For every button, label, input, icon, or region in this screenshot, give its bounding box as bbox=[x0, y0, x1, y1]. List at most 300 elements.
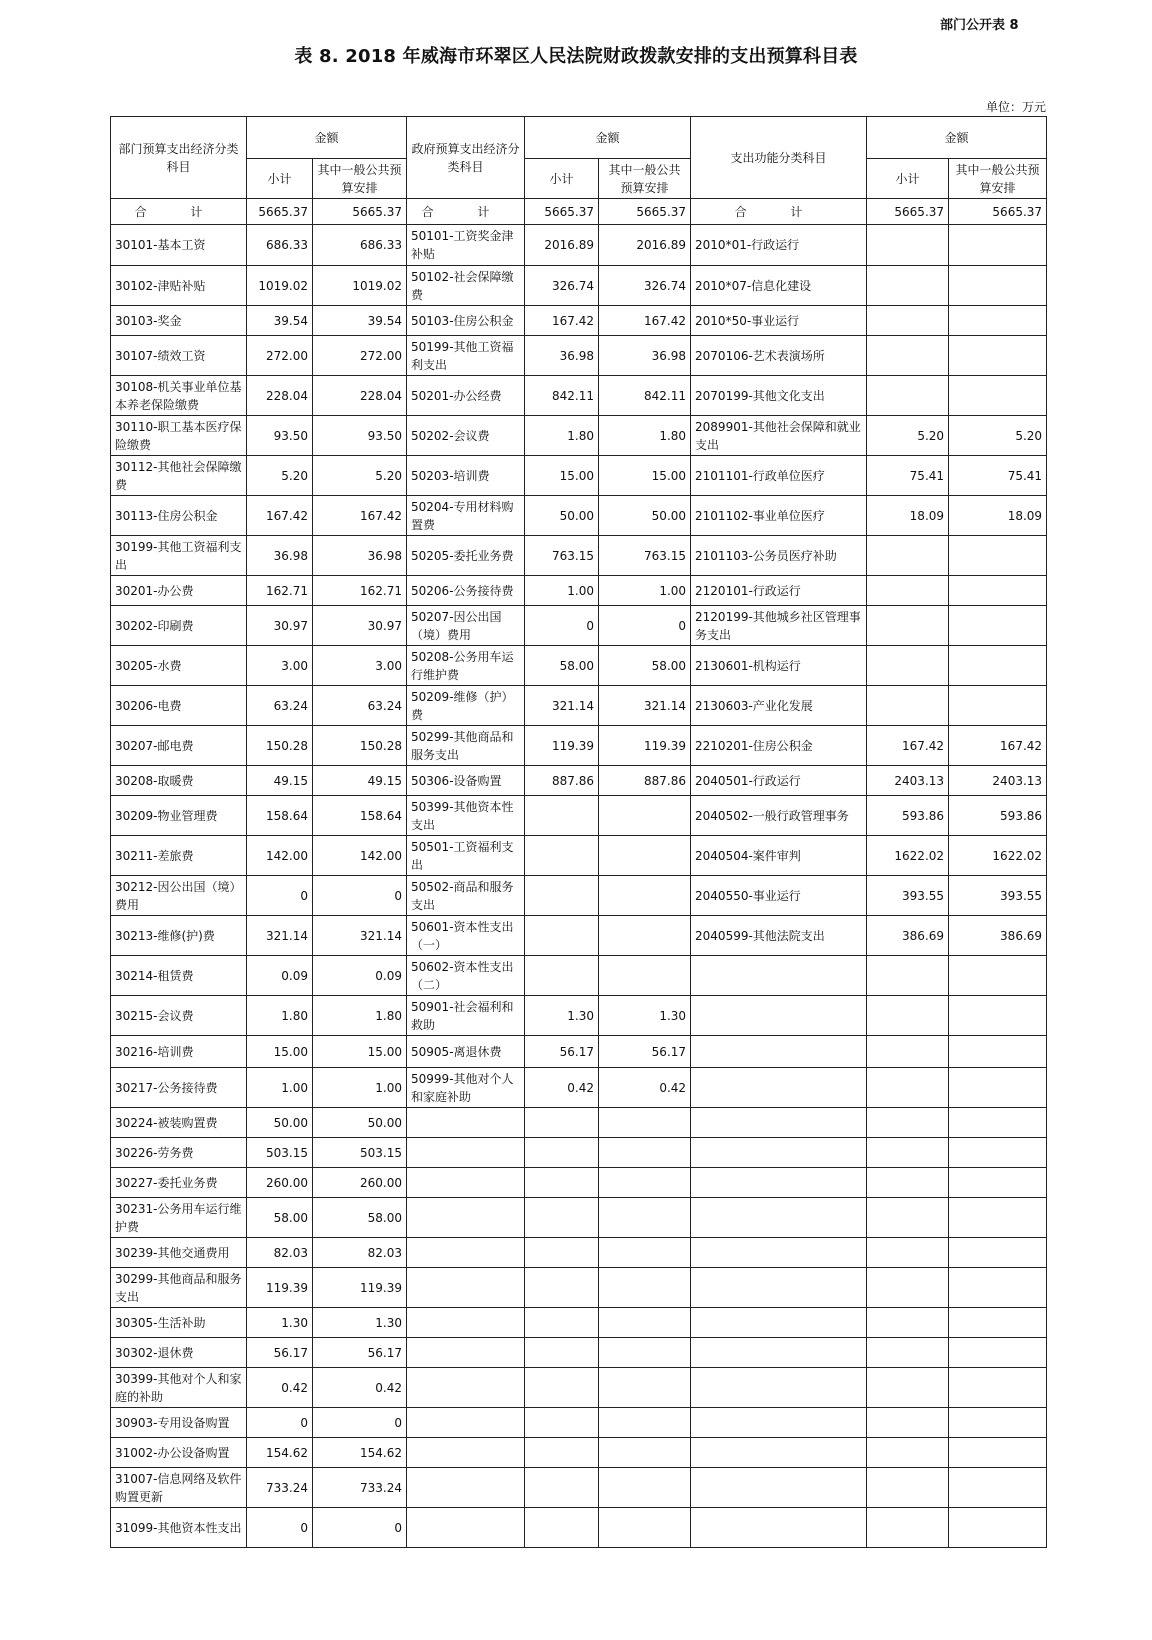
func-general: 18.09 bbox=[949, 496, 1047, 536]
econ-dept-general: 93.50 bbox=[313, 416, 407, 456]
func-subtotal bbox=[867, 1168, 949, 1198]
func-subtotal bbox=[867, 1238, 949, 1268]
econ-dept-subtotal: 158.64 bbox=[247, 796, 313, 836]
econ-dept-general: 228.04 bbox=[313, 376, 407, 416]
econ-dept-general: 1.00 bbox=[313, 1068, 407, 1108]
econ-gov-item: 50207-因公出国（境）费用 bbox=[407, 606, 525, 646]
econ-dept-subtotal: 0 bbox=[247, 876, 313, 916]
econ-gov-general: 887.86 bbox=[599, 766, 691, 796]
econ-gov-item bbox=[407, 1108, 525, 1138]
econ-gov-general bbox=[599, 836, 691, 876]
func-subtotal: 75.41 bbox=[867, 456, 949, 496]
econ-gov-general bbox=[599, 1138, 691, 1168]
econ-dept-subtotal: 15.00 bbox=[247, 1036, 313, 1068]
econ-dept-general: 1019.02 bbox=[313, 266, 407, 306]
econ-dept-item: 30215-会议费 bbox=[111, 996, 247, 1036]
func-general bbox=[949, 536, 1047, 576]
econ-dept-subtotal: 58.00 bbox=[247, 1198, 313, 1238]
func-item: 2120101-行政运行 bbox=[691, 576, 867, 606]
econ-dept-general: 162.71 bbox=[313, 576, 407, 606]
econ-dept-subtotal: 3.00 bbox=[247, 646, 313, 686]
func-subtotal bbox=[867, 1408, 949, 1438]
econ-gov-item: 50201-办公经费 bbox=[407, 376, 525, 416]
econ-gov-general: 1.80 bbox=[599, 416, 691, 456]
func-item bbox=[691, 996, 867, 1036]
func-subtotal bbox=[867, 686, 949, 726]
econ-gov-item: 50202-会议费 bbox=[407, 416, 525, 456]
econ-gov-subtotal: 1.00 bbox=[525, 576, 599, 606]
func-general bbox=[949, 266, 1047, 306]
econ-dept-item: 30216-培训费 bbox=[111, 1036, 247, 1068]
func-item: 2070106-艺术表演场所 bbox=[691, 336, 867, 376]
func-item: 2040550-事业运行 bbox=[691, 876, 867, 916]
table-row bbox=[111, 996, 1047, 1036]
econ-dept-item: 30305-生活补助 bbox=[111, 1308, 247, 1338]
econ-gov-item: 50601-资本性支出（一） bbox=[407, 916, 525, 956]
table-row bbox=[111, 225, 1047, 266]
func-item bbox=[691, 956, 867, 996]
econ-dept-general: 150.28 bbox=[313, 726, 407, 766]
table-row bbox=[111, 376, 1047, 416]
econ-gov-item: 50502-商品和服务支出 bbox=[407, 876, 525, 916]
econ-dept-subtotal: 1019.02 bbox=[247, 266, 313, 306]
table-row bbox=[111, 956, 1047, 996]
func-general bbox=[949, 1108, 1047, 1138]
total-value: 5665.37 bbox=[247, 199, 313, 225]
econ-dept-item: 30209-物业管理费 bbox=[111, 796, 247, 836]
econ-gov-general: 167.42 bbox=[599, 306, 691, 336]
econ-gov-general bbox=[599, 916, 691, 956]
econ-dept-general: 272.00 bbox=[313, 336, 407, 376]
func-item bbox=[691, 1438, 867, 1468]
econ-gov-subtotal: 887.86 bbox=[525, 766, 599, 796]
func-general bbox=[949, 376, 1047, 416]
econ-gov-item: 50205-委托业务费 bbox=[407, 536, 525, 576]
econ-gov-subtotal: 167.42 bbox=[525, 306, 599, 336]
econ-dept-general: 63.24 bbox=[313, 686, 407, 726]
table-row bbox=[111, 1108, 1047, 1138]
func-item: 2040504-案件审判 bbox=[691, 836, 867, 876]
econ-dept-general: 686.33 bbox=[313, 225, 407, 266]
header-econ-dept: 部门预算支出经济分类科目 bbox=[111, 117, 247, 199]
econ-gov-general: 842.11 bbox=[599, 376, 691, 416]
econ-gov-subtotal: 1.80 bbox=[525, 416, 599, 456]
econ-dept-item: 30208-取暖费 bbox=[111, 766, 247, 796]
func-item bbox=[691, 1108, 867, 1138]
econ-dept-subtotal: 0.42 bbox=[247, 1368, 313, 1408]
econ-gov-general: 50.00 bbox=[599, 496, 691, 536]
econ-gov-subtotal: 119.39 bbox=[525, 726, 599, 766]
econ-gov-subtotal: 1.30 bbox=[525, 996, 599, 1036]
econ-dept-subtotal: 50.00 bbox=[247, 1108, 313, 1138]
func-subtotal bbox=[867, 1108, 949, 1138]
func-subtotal bbox=[867, 1068, 949, 1108]
econ-dept-general: 0.42 bbox=[313, 1368, 407, 1408]
func-general: 2403.13 bbox=[949, 766, 1047, 796]
table-row bbox=[111, 576, 1047, 606]
econ-gov-item bbox=[407, 1438, 525, 1468]
econ-gov-item: 50102-社会保障缴费 bbox=[407, 266, 525, 306]
econ-gov-general bbox=[599, 1368, 691, 1408]
econ-dept-item: 31007-信息网络及软件购置更新 bbox=[111, 1468, 247, 1508]
econ-gov-general: 763.15 bbox=[599, 536, 691, 576]
econ-gov-general: 0 bbox=[599, 606, 691, 646]
func-item: 2101102-事业单位医疗 bbox=[691, 496, 867, 536]
func-subtotal: 386.69 bbox=[867, 916, 949, 956]
econ-dept-subtotal: 39.54 bbox=[247, 306, 313, 336]
econ-gov-subtotal: 36.98 bbox=[525, 336, 599, 376]
table-row bbox=[111, 876, 1047, 916]
econ-gov-subtotal: 326.74 bbox=[525, 266, 599, 306]
econ-gov-general bbox=[599, 796, 691, 836]
econ-dept-general: 503.15 bbox=[313, 1138, 407, 1168]
econ-dept-item: 30202-印刷费 bbox=[111, 606, 247, 646]
func-item bbox=[691, 1068, 867, 1108]
func-general bbox=[949, 646, 1047, 686]
table-row bbox=[111, 1268, 1047, 1308]
func-general bbox=[949, 1036, 1047, 1068]
func-subtotal bbox=[867, 1508, 949, 1548]
header-econ-gov: 政府预算支出经济分类科目 bbox=[407, 117, 525, 199]
econ-gov-general bbox=[599, 1338, 691, 1368]
func-general: 5.20 bbox=[949, 416, 1047, 456]
econ-gov-subtotal bbox=[525, 876, 599, 916]
econ-dept-subtotal: 150.28 bbox=[247, 726, 313, 766]
header-general-1: 其中一般公共预算安排 bbox=[313, 159, 407, 199]
econ-gov-general bbox=[599, 1508, 691, 1548]
econ-dept-subtotal: 0 bbox=[247, 1408, 313, 1438]
func-subtotal bbox=[867, 606, 949, 646]
func-general bbox=[949, 1508, 1047, 1548]
table-row bbox=[111, 916, 1047, 956]
econ-gov-item bbox=[407, 1198, 525, 1238]
func-subtotal bbox=[867, 956, 949, 996]
header-row-2 bbox=[111, 159, 1047, 199]
econ-gov-general bbox=[599, 1268, 691, 1308]
econ-dept-subtotal: 93.50 bbox=[247, 416, 313, 456]
econ-dept-general: 0 bbox=[313, 876, 407, 916]
econ-gov-general: 2016.89 bbox=[599, 225, 691, 266]
econ-gov-item: 50208-公务用车运行维护费 bbox=[407, 646, 525, 686]
econ-dept-general: 0.09 bbox=[313, 956, 407, 996]
econ-dept-general: 0 bbox=[313, 1408, 407, 1438]
func-subtotal: 167.42 bbox=[867, 726, 949, 766]
econ-dept-item: 30103-奖金 bbox=[111, 306, 247, 336]
func-subtotal: 593.86 bbox=[867, 796, 949, 836]
func-subtotal bbox=[867, 1438, 949, 1468]
table-row bbox=[111, 306, 1047, 336]
func-general bbox=[949, 606, 1047, 646]
econ-gov-item: 50999-其他对个人和家庭补助 bbox=[407, 1068, 525, 1108]
econ-gov-subtotal: 56.17 bbox=[525, 1036, 599, 1068]
header-amount-3: 金额 bbox=[867, 117, 1047, 159]
func-subtotal bbox=[867, 336, 949, 376]
econ-dept-subtotal: 260.00 bbox=[247, 1168, 313, 1198]
econ-gov-subtotal bbox=[525, 1238, 599, 1268]
econ-dept-item: 30214-租赁费 bbox=[111, 956, 247, 996]
econ-dept-item: 30239-其他交通费用 bbox=[111, 1238, 247, 1268]
func-general: 1622.02 bbox=[949, 836, 1047, 876]
econ-gov-subtotal bbox=[525, 1408, 599, 1438]
table-row bbox=[111, 1508, 1047, 1548]
econ-dept-item: 30226-劳务费 bbox=[111, 1138, 247, 1168]
func-general bbox=[949, 996, 1047, 1036]
budget-table bbox=[110, 116, 1047, 1548]
total-row bbox=[111, 199, 1047, 225]
func-general bbox=[949, 1198, 1047, 1238]
econ-dept-item: 30108-机关事业单位基本养老保险缴费 bbox=[111, 376, 247, 416]
func-item: 2120199-其他城乡社区管理事务支出 bbox=[691, 606, 867, 646]
func-item bbox=[691, 1308, 867, 1338]
econ-dept-item: 30112-其他社会保障缴费 bbox=[111, 456, 247, 496]
econ-gov-item bbox=[407, 1308, 525, 1338]
econ-dept-subtotal: 154.62 bbox=[247, 1438, 313, 1468]
econ-gov-item bbox=[407, 1368, 525, 1408]
econ-gov-general bbox=[599, 1198, 691, 1238]
econ-dept-item: 30205-水费 bbox=[111, 646, 247, 686]
func-item bbox=[691, 1368, 867, 1408]
econ-gov-item: 50204-专用材料购置费 bbox=[407, 496, 525, 536]
econ-gov-item bbox=[407, 1338, 525, 1368]
table-row bbox=[111, 1138, 1047, 1168]
econ-dept-subtotal: 167.42 bbox=[247, 496, 313, 536]
econ-gov-subtotal bbox=[525, 1508, 599, 1548]
econ-gov-general bbox=[599, 1238, 691, 1268]
func-item: 2040502-一般行政管理事务 bbox=[691, 796, 867, 836]
econ-dept-item: 30110-职工基本医疗保险缴费 bbox=[111, 416, 247, 456]
table-row bbox=[111, 1368, 1047, 1408]
econ-gov-subtotal: 15.00 bbox=[525, 456, 599, 496]
total-label-2: 合 计 bbox=[407, 199, 525, 225]
total-label-3: 合 计 bbox=[691, 199, 867, 225]
func-item: 2010*01-行政运行 bbox=[691, 225, 867, 266]
func-item: 2130601-机构运行 bbox=[691, 646, 867, 686]
econ-gov-item: 50501-工资福利支出 bbox=[407, 836, 525, 876]
econ-gov-general bbox=[599, 876, 691, 916]
func-general: 167.42 bbox=[949, 726, 1047, 766]
econ-dept-general: 260.00 bbox=[313, 1168, 407, 1198]
header-subtotal-3: 小计 bbox=[867, 159, 949, 199]
econ-dept-general: 1.80 bbox=[313, 996, 407, 1036]
func-general bbox=[949, 1468, 1047, 1508]
econ-dept-subtotal: 0 bbox=[247, 1508, 313, 1548]
econ-dept-subtotal: 0.09 bbox=[247, 956, 313, 996]
table-row bbox=[111, 1468, 1047, 1508]
econ-gov-general: 58.00 bbox=[599, 646, 691, 686]
econ-dept-item: 30302-退休费 bbox=[111, 1338, 247, 1368]
econ-gov-general: 36.98 bbox=[599, 336, 691, 376]
econ-gov-item bbox=[407, 1138, 525, 1168]
func-item: 2089901-其他社会保障和就业支出 bbox=[691, 416, 867, 456]
econ-dept-item: 31002-办公设备购置 bbox=[111, 1438, 247, 1468]
total-value: 5665.37 bbox=[525, 199, 599, 225]
econ-dept-item: 30212-因公出国（境）费用 bbox=[111, 876, 247, 916]
econ-dept-general: 15.00 bbox=[313, 1036, 407, 1068]
func-item bbox=[691, 1268, 867, 1308]
econ-gov-subtotal: 842.11 bbox=[525, 376, 599, 416]
econ-gov-subtotal bbox=[525, 1368, 599, 1408]
header-amount-1: 金额 bbox=[247, 117, 407, 159]
table-row bbox=[111, 1308, 1047, 1338]
econ-dept-subtotal: 1.30 bbox=[247, 1308, 313, 1338]
func-general bbox=[949, 1438, 1047, 1468]
func-general: 393.55 bbox=[949, 876, 1047, 916]
econ-gov-general bbox=[599, 1438, 691, 1468]
table-row bbox=[111, 1168, 1047, 1198]
func-subtotal: 393.55 bbox=[867, 876, 949, 916]
func-subtotal: 5.20 bbox=[867, 416, 949, 456]
func-general bbox=[949, 1238, 1047, 1268]
table-row bbox=[111, 766, 1047, 796]
econ-gov-subtotal bbox=[525, 1308, 599, 1338]
econ-gov-general: 0.42 bbox=[599, 1068, 691, 1108]
econ-dept-general: 82.03 bbox=[313, 1238, 407, 1268]
econ-gov-item bbox=[407, 1468, 525, 1508]
econ-gov-item: 50399-其他资本性支出 bbox=[407, 796, 525, 836]
econ-dept-item: 30227-委托业务费 bbox=[111, 1168, 247, 1198]
econ-dept-subtotal: 142.00 bbox=[247, 836, 313, 876]
table-row bbox=[111, 496, 1047, 536]
func-item: 2070199-其他文化支出 bbox=[691, 376, 867, 416]
func-general bbox=[949, 956, 1047, 996]
econ-gov-subtotal: 58.00 bbox=[525, 646, 599, 686]
econ-gov-general bbox=[599, 1468, 691, 1508]
econ-dept-item: 30399-其他对个人和家庭的补助 bbox=[111, 1368, 247, 1408]
econ-gov-item: 50101-工资奖金津补贴 bbox=[407, 225, 525, 266]
econ-gov-subtotal bbox=[525, 916, 599, 956]
header-row-1 bbox=[111, 117, 1047, 159]
func-item: 2130603-产业化发展 bbox=[691, 686, 867, 726]
func-general bbox=[949, 1408, 1047, 1438]
econ-gov-subtotal: 2016.89 bbox=[525, 225, 599, 266]
econ-dept-item: 30199-其他工资福利支出 bbox=[111, 536, 247, 576]
table-row bbox=[111, 796, 1047, 836]
func-general bbox=[949, 1168, 1047, 1198]
func-subtotal bbox=[867, 576, 949, 606]
econ-dept-item: 30231-公务用车运行维护费 bbox=[111, 1198, 247, 1238]
func-item: 2210201-住房公积金 bbox=[691, 726, 867, 766]
table-row bbox=[111, 606, 1047, 646]
func-subtotal bbox=[867, 1368, 949, 1408]
econ-dept-general: 321.14 bbox=[313, 916, 407, 956]
total-value: 5665.37 bbox=[949, 199, 1047, 225]
total-value: 5665.37 bbox=[599, 199, 691, 225]
func-subtotal: 1622.02 bbox=[867, 836, 949, 876]
econ-gov-subtotal bbox=[525, 1198, 599, 1238]
econ-gov-item: 50905-离退休费 bbox=[407, 1036, 525, 1068]
func-general bbox=[949, 1338, 1047, 1368]
econ-gov-general bbox=[599, 1168, 691, 1198]
func-item bbox=[691, 1338, 867, 1368]
func-item bbox=[691, 1138, 867, 1168]
table-number-tag: 部门公开表 8 bbox=[940, 18, 1019, 33]
econ-dept-item: 31099-其他资本性支出 bbox=[111, 1508, 247, 1548]
func-general bbox=[949, 336, 1047, 376]
func-item: 2101103-公务员医疗补助 bbox=[691, 536, 867, 576]
econ-dept-item: 30217-公务接待费 bbox=[111, 1068, 247, 1108]
table-row bbox=[111, 416, 1047, 456]
econ-dept-subtotal: 49.15 bbox=[247, 766, 313, 796]
econ-dept-item: 30201-办公费 bbox=[111, 576, 247, 606]
econ-dept-item: 30299-其他商品和服务支出 bbox=[111, 1268, 247, 1308]
func-general: 593.86 bbox=[949, 796, 1047, 836]
func-general bbox=[949, 1268, 1047, 1308]
econ-gov-item bbox=[407, 1508, 525, 1548]
econ-dept-subtotal: 119.39 bbox=[247, 1268, 313, 1308]
econ-gov-subtotal bbox=[525, 1268, 599, 1308]
econ-dept-subtotal: 56.17 bbox=[247, 1338, 313, 1368]
econ-dept-item: 30207-邮电费 bbox=[111, 726, 247, 766]
econ-dept-subtotal: 272.00 bbox=[247, 336, 313, 376]
table-row bbox=[111, 1238, 1047, 1268]
table-row bbox=[111, 1338, 1047, 1368]
econ-gov-general: 321.14 bbox=[599, 686, 691, 726]
econ-gov-general: 1.30 bbox=[599, 996, 691, 1036]
table-row bbox=[111, 266, 1047, 306]
econ-gov-subtotal bbox=[525, 1108, 599, 1138]
econ-dept-general: 1.30 bbox=[313, 1308, 407, 1338]
econ-gov-subtotal bbox=[525, 1468, 599, 1508]
func-item: 2040501-行政运行 bbox=[691, 766, 867, 796]
func-general bbox=[949, 1138, 1047, 1168]
econ-dept-subtotal: 228.04 bbox=[247, 376, 313, 416]
econ-dept-general: 5.20 bbox=[313, 456, 407, 496]
table-row bbox=[111, 336, 1047, 376]
econ-dept-subtotal: 686.33 bbox=[247, 225, 313, 266]
table-row bbox=[111, 836, 1047, 876]
table-row bbox=[111, 536, 1047, 576]
econ-dept-subtotal: 63.24 bbox=[247, 686, 313, 726]
total-value: 5665.37 bbox=[867, 199, 949, 225]
econ-dept-subtotal: 82.03 bbox=[247, 1238, 313, 1268]
econ-gov-general bbox=[599, 956, 691, 996]
func-general bbox=[949, 225, 1047, 266]
econ-dept-item: 30213-维修(护)费 bbox=[111, 916, 247, 956]
header-general-2: 其中一般公共预算安排 bbox=[599, 159, 691, 199]
func-item: 2040599-其他法院支出 bbox=[691, 916, 867, 956]
func-subtotal bbox=[867, 376, 949, 416]
func-item bbox=[691, 1198, 867, 1238]
func-general bbox=[949, 686, 1047, 726]
func-general bbox=[949, 306, 1047, 336]
econ-gov-general bbox=[599, 1408, 691, 1438]
func-item bbox=[691, 1468, 867, 1508]
econ-gov-subtotal bbox=[525, 836, 599, 876]
func-item: 2101101-行政单位医疗 bbox=[691, 456, 867, 496]
econ-dept-general: 50.00 bbox=[313, 1108, 407, 1138]
func-general: 75.41 bbox=[949, 456, 1047, 496]
econ-dept-general: 56.17 bbox=[313, 1338, 407, 1368]
econ-gov-item: 50206-公务接待费 bbox=[407, 576, 525, 606]
econ-gov-item bbox=[407, 1238, 525, 1268]
econ-gov-item: 50209-维修（护）费 bbox=[407, 686, 525, 726]
econ-dept-item: 30211-差旅费 bbox=[111, 836, 247, 876]
header-subtotal-1: 小计 bbox=[247, 159, 313, 199]
econ-gov-subtotal bbox=[525, 1168, 599, 1198]
func-subtotal bbox=[867, 1036, 949, 1068]
func-item: 2010*50-事业运行 bbox=[691, 306, 867, 336]
econ-dept-general: 39.54 bbox=[313, 306, 407, 336]
func-subtotal bbox=[867, 1338, 949, 1368]
econ-gov-item bbox=[407, 1408, 525, 1438]
econ-dept-item: 30224-被装购置费 bbox=[111, 1108, 247, 1138]
func-general bbox=[949, 1308, 1047, 1338]
total-label-1: 合 计 bbox=[111, 199, 247, 225]
table-row bbox=[111, 1068, 1047, 1108]
econ-gov-general: 1.00 bbox=[599, 576, 691, 606]
func-item bbox=[691, 1036, 867, 1068]
econ-gov-general: 119.39 bbox=[599, 726, 691, 766]
